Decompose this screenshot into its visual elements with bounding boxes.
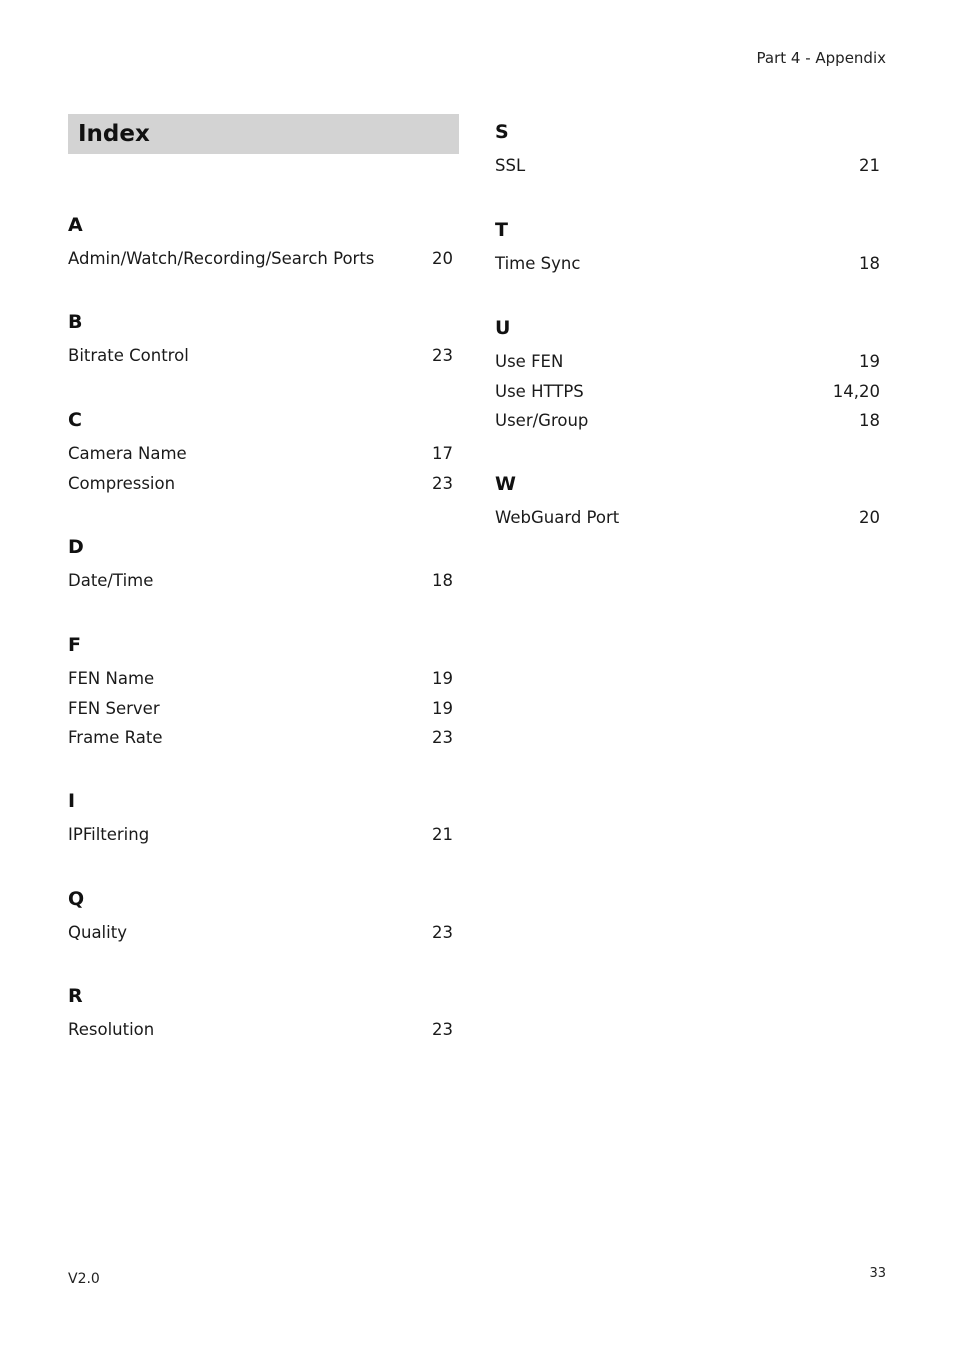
index-entry bbox=[68, 474, 453, 504]
entry-term: FEN Server bbox=[68, 698, 160, 718]
entry-page: 19 bbox=[859, 352, 880, 371]
entry-term: Camera Name bbox=[68, 444, 187, 463]
section-label: Part 4 - Appendix bbox=[756, 49, 886, 67]
index-section-u bbox=[495, 317, 880, 441]
entry-page: 23 bbox=[432, 1020, 453, 1039]
entry-term: User/Group bbox=[495, 411, 589, 431]
section-letter: I bbox=[68, 790, 76, 812]
entry-term: Quality bbox=[68, 923, 127, 942]
entry-term: IPFiltering bbox=[68, 825, 150, 844]
entry-page: 23 bbox=[432, 728, 453, 748]
index-entry bbox=[495, 254, 880, 284]
section-letter: A bbox=[68, 214, 83, 236]
page-title: Index bbox=[78, 121, 150, 147]
section-letter: B bbox=[68, 311, 83, 333]
index-entry bbox=[495, 411, 880, 441]
section-letter: W bbox=[495, 473, 516, 495]
index-section-t bbox=[495, 219, 880, 284]
index-entry bbox=[495, 382, 880, 412]
section-letter: R bbox=[68, 985, 83, 1007]
entry-page: 18 bbox=[859, 254, 880, 273]
entry-term: Time Sync bbox=[495, 254, 581, 273]
entry-page: 21 bbox=[859, 156, 880, 175]
entry-term: Resolution bbox=[68, 1020, 155, 1039]
index-section-q bbox=[68, 888, 453, 953]
entry-term: Bitrate Control bbox=[68, 346, 189, 365]
entry-page: 18 bbox=[859, 411, 880, 431]
entry-page: 21 bbox=[432, 825, 453, 844]
entry-page: 23 bbox=[432, 923, 453, 942]
version-label: V2.0 bbox=[68, 1271, 100, 1287]
entry-page: 20 bbox=[859, 508, 880, 527]
index-section-c bbox=[68, 409, 453, 503]
index-entry bbox=[68, 923, 453, 953]
index-entry bbox=[495, 156, 880, 186]
index-section-b bbox=[68, 311, 453, 376]
section-letter: F bbox=[68, 634, 81, 656]
index-section-i bbox=[68, 790, 453, 855]
entry-term: Use HTTPS bbox=[495, 381, 584, 401]
entry-term: FEN Name bbox=[68, 669, 155, 688]
index-entry bbox=[68, 444, 453, 474]
entry-term: Use FEN bbox=[495, 352, 564, 371]
index-title-banner bbox=[68, 114, 459, 154]
entry-page: 17 bbox=[432, 444, 453, 463]
index-section-w bbox=[495, 473, 880, 538]
index-entry bbox=[68, 728, 453, 758]
entry-term: SSL bbox=[495, 156, 526, 175]
index-section-s bbox=[495, 121, 880, 186]
entry-page: 20 bbox=[432, 249, 453, 268]
index-entry bbox=[68, 571, 453, 601]
section-letter: T bbox=[495, 219, 508, 241]
entry-page: 23 bbox=[432, 346, 453, 365]
index-entry bbox=[68, 669, 453, 699]
index-entry bbox=[68, 346, 453, 376]
entry-page: 19 bbox=[432, 698, 453, 718]
entry-page: 19 bbox=[432, 669, 453, 688]
index-entry bbox=[68, 825, 453, 855]
entry-term: Date/Time bbox=[68, 571, 154, 590]
entry-term: Compression bbox=[68, 473, 176, 493]
entry-page: 23 bbox=[432, 473, 453, 493]
section-letter: U bbox=[495, 317, 511, 339]
entry-term: WebGuard Port bbox=[495, 508, 620, 527]
section-letter: S bbox=[495, 121, 509, 143]
index-entry bbox=[495, 352, 880, 382]
index-entry bbox=[68, 249, 453, 279]
page-number: 33 bbox=[869, 1266, 886, 1281]
entry-term: Frame Rate bbox=[68, 728, 163, 748]
section-letter: Q bbox=[68, 888, 85, 910]
index-section-d bbox=[68, 536, 453, 601]
section-letter: C bbox=[68, 409, 82, 431]
entry-page: 14,20 bbox=[832, 381, 880, 401]
section-letter: D bbox=[68, 536, 84, 558]
index-entry bbox=[68, 1020, 453, 1050]
entry-page: 18 bbox=[432, 571, 453, 590]
index-section-r bbox=[68, 985, 453, 1050]
index-entry bbox=[68, 699, 453, 729]
index-section-f bbox=[68, 634, 453, 758]
index-entry bbox=[495, 508, 880, 538]
index-section-a bbox=[68, 214, 453, 279]
entry-term: Admin/Watch/Recording/Search Ports bbox=[68, 249, 375, 268]
